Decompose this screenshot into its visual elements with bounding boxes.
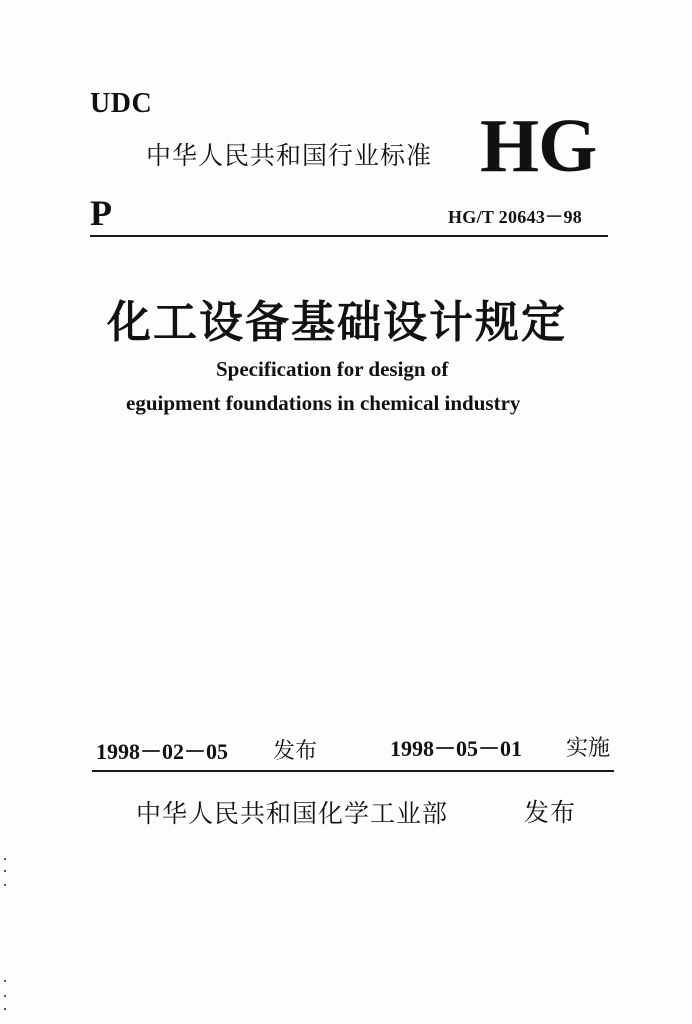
scan-speck [4,870,6,872]
scan-speck [4,858,6,860]
implementation-date: 1998－05－01 [390,736,523,761]
scan-speck [4,995,6,997]
header-divider [90,235,608,237]
title-english-line1: Specification for design of [216,357,449,381]
standard-number: HG/T 20643－98 [448,207,583,227]
standard-type: 中华人民共和国行业标准 [146,141,433,170]
footer-divider [92,770,614,772]
scan-speck [4,884,6,886]
issue-label: 发布 [273,739,318,764]
title-chinese: 化工设备基础设计规定 [107,297,567,348]
implementation-label: 实施 [566,736,611,761]
publisher-name: 中华人民共和国化学工业部 [136,799,449,828]
standard-mark: HG [480,104,597,188]
issue-date: 1998－02－05 [96,739,229,764]
scan-speck [4,1008,6,1010]
scan-speck [4,980,6,982]
udc-label: UDC [90,88,153,119]
title-english-line2: eguipment foundations in chemical industry [126,391,521,415]
publish-label: 发布 [524,798,577,827]
classification-code: P [90,193,112,233]
